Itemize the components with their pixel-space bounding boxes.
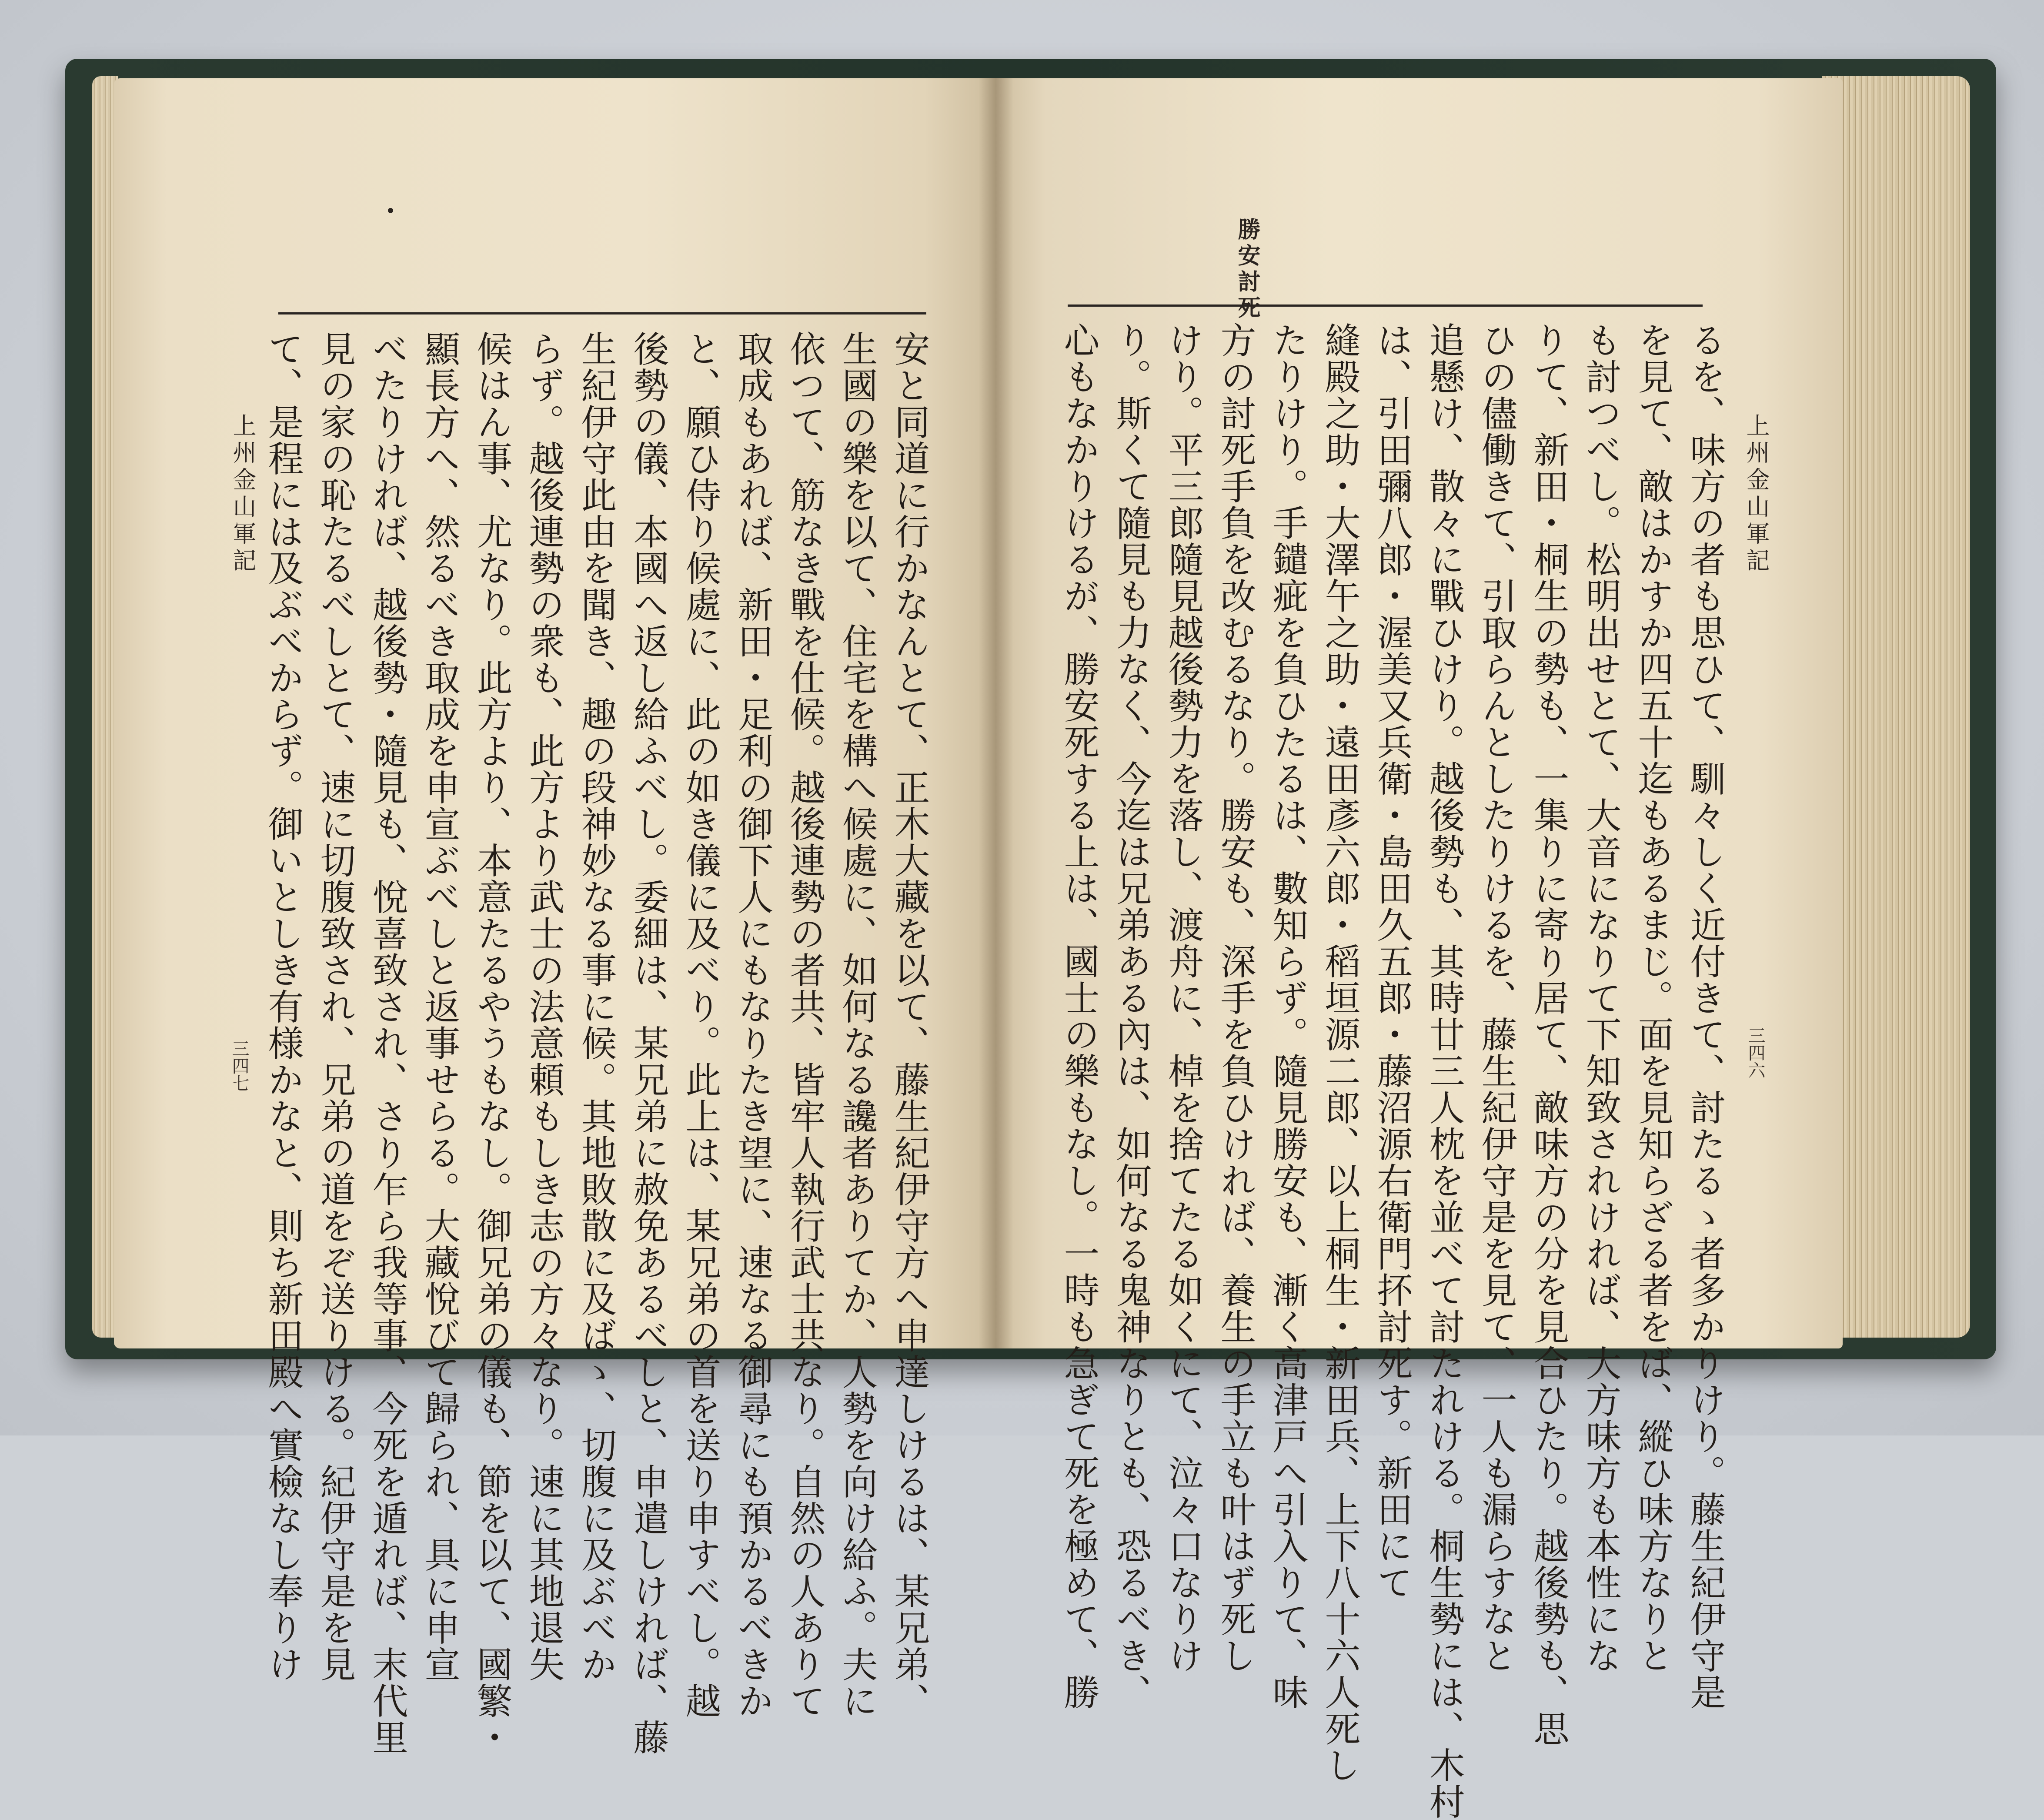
right-column-11: けり。平三郎隨見越後勢力を落し、渡舟に、棹を捨てたる如くにて、泣々口なりけ	[1162, 322, 1204, 1674]
left-column-2: 生國の樂を以て、住宅を構へ候處に、如何なる讒者ありてか、人勢を向け給ふ。夫に	[836, 331, 878, 1719]
left-column-9: 候はん事、尤なり。此方より、本意たるやうもなし。御兄弟の儀も、節を以て、國繁・	[471, 331, 512, 1756]
right-column-13: 心もなかりけるが、勝安死する上は、國士の樂もなし。一時も急ぎて死を極めて、勝	[1058, 322, 1099, 1710]
left-running-header: 上州金山軍記	[229, 413, 257, 575]
right-column-6: 追懸け、散々に戰ひけり。越後勢も、其時廿三人枕を並べて討たれける。桐生勢には、木村	[1423, 322, 1465, 1820]
book-gutter-shadow	[979, 78, 1013, 1348]
right-page-stack-edge	[1822, 76, 1970, 1338]
right-column-9: たりけり。手鑓疵を負ひたるは、數知らず。隨見勝安も、漸く高津戸へ引入りて、味	[1267, 322, 1308, 1710]
left-column-4: 取成もあれば、新田・足利の御下人にもなりたき望に、速なる御尋にも預かるべきか	[732, 331, 773, 1719]
left-column-3: 依つて、筋なき戰を仕候。越後連勢の者共、皆牢人執行武士共なり。自然の人ありて	[784, 331, 825, 1719]
right-column-8: 縫殿之助・大澤午之助・遠田彥六郎・稻垣源二郎、以上桐生・新田兵、上下八十六人死し	[1319, 322, 1360, 1783]
left-column-13: て、是程には及ぶべからず。御いとしき有様かなと、則ち新田殿へ實檢なし奉りけ	[262, 331, 304, 1683]
right-column-10: 方の討死手負を改むるなり。勝安も、深手を負ひければ、養生の手立も叶はず死し	[1215, 322, 1256, 1674]
ink-speck	[388, 208, 393, 213]
right-column-3: も討つべし。松明出せとて、大音になりて下知致されければ、大方味方も本性にな	[1580, 322, 1621, 1674]
left-column-1: 安と同道に行かなんとて、正木大藏を以て、藤生紀伊守方へ申達しけるは、某兄弟、	[888, 331, 930, 1719]
right-column-5: ひの儘働きて、引取らんとしたりけるを、藤生紀伊守是を見て、一人も漏らすなと	[1476, 322, 1517, 1674]
left-column-6: 後勢の儀、本國へ返し給ふべし。委細は、某兄弟に赦免あるべしと、申遣しければ、藤	[628, 331, 669, 1756]
right-column-2: を見て、敵はかすか四五十迄もあるまじ。面を見知らざる者をば、縱ひ味方なりと	[1632, 322, 1673, 1674]
left-column-5: と、願ひ侍り候處に、此の如き儀に及べり。此上は、某兄弟の首を送り申すべし。越	[680, 331, 721, 1719]
left-page-number: 三四七	[229, 1040, 249, 1092]
right-column-7: は、引田彌八郎・渥美又兵衛・島田久五郎・藤沼源右衛門抔討死す。新田にて	[1371, 322, 1413, 1601]
left-column-11: べたりければ、越後勢・隨見も、悅喜致され、さり乍ら我等事、今死を遁れば、末代里	[367, 331, 408, 1756]
left-column-12: 見の家の恥たるべしとて、速に切腹致され、兄弟の道をぞ送りける。紀伊守是を見	[314, 331, 356, 1683]
right-column-12: り。斯くて隨見も力なく、今迄は兄弟ある內は、如何なる鬼神なりとも、恐るべき、	[1110, 322, 1152, 1710]
right-running-header: 上州金山軍記	[1743, 413, 1770, 575]
right-page-header-rule	[1068, 304, 1703, 307]
left-column-8: らず。越後連勢の衆も、此方より武士の法意頼もしき志の方々なり。速に其地退失	[523, 331, 564, 1683]
right-column-4: りて、新田・桐生の勢も、一集りに寄り居て、敵味方の分を見合ひたり。越後勢も、思	[1528, 322, 1569, 1747]
right-column-1: るを、味方の者も思ひて、馴々しく近付きて、討たるゝ者多かりけり。藤生紀伊守是	[1684, 322, 1726, 1710]
left-column-7: 生紀伊守此由を聞き、趣の段神妙なる事に候。其地敗散に及ばゝ、切腹に及ぶべか	[575, 331, 617, 1683]
right-page-number: 三四六	[1745, 1027, 1765, 1079]
section-heading: 勝安討死	[1234, 217, 1260, 322]
left-page-header-rule	[278, 312, 926, 314]
left-column-10: 顯長方へ、然るべき取成を申宣ぶべしと返事せらる。大藏悅びて歸られ、具に申宣	[419, 331, 460, 1683]
